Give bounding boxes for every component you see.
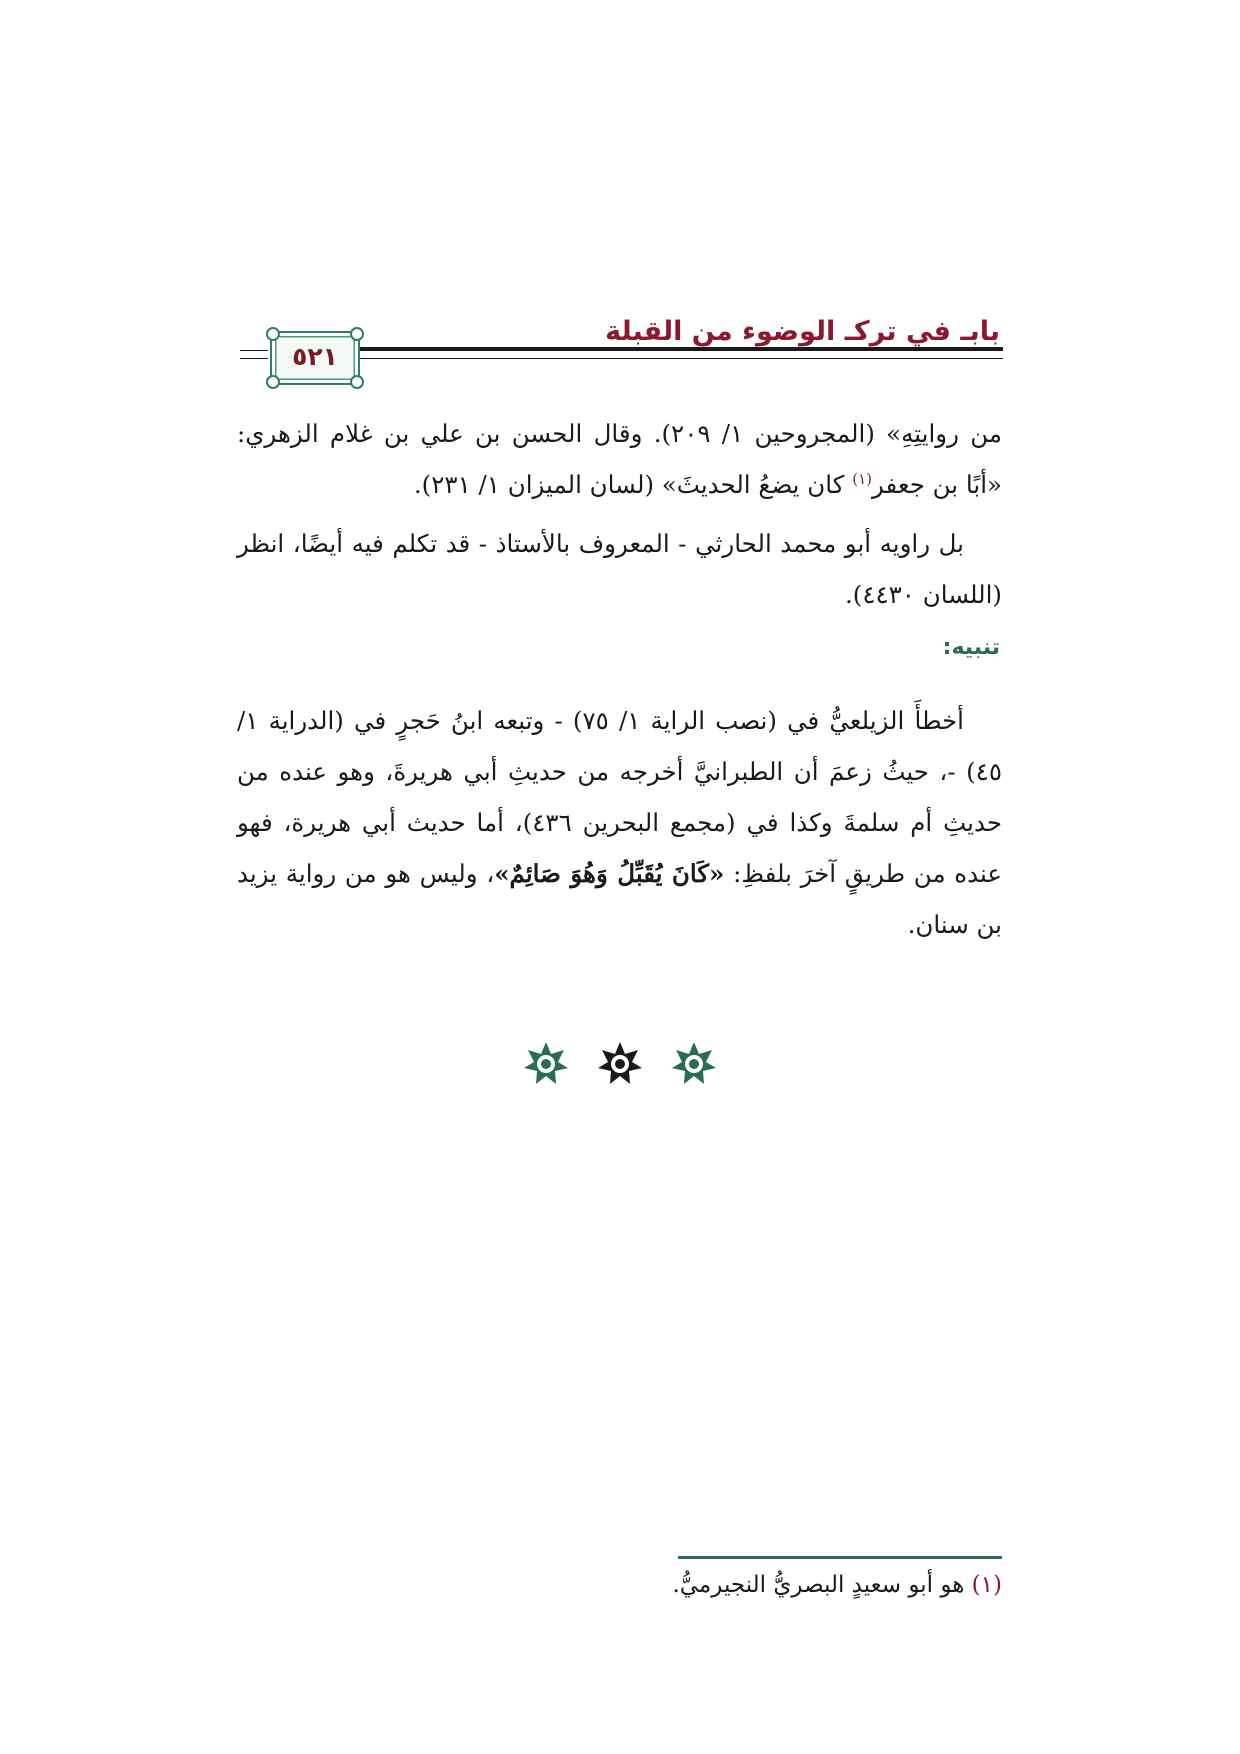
header-rule-left-thin (240, 350, 268, 351)
header-rule-left-thin-2 (240, 358, 268, 359)
footnote-text: هو أبو سعيدٍ البصريُّ النجيرميُّ. (672, 1572, 972, 1598)
footnote-number: (١) (971, 1572, 1002, 1598)
paragraph-1-text-b: كان يضعُ الحديثَ» (لسان الميزان ١/ ٢٣١). (413, 470, 853, 499)
paragraph-3-text-b: ، وليس هو من رواية يزيد بن سنان. (237, 859, 1002, 939)
notice-heading: تنبيه: (942, 635, 1000, 660)
footnote (672, 1572, 1002, 1598)
main-text-top (237, 408, 1002, 620)
paragraph-1-text-a: من روايتِهِ» (المجروحين ١/ ٢٠٩). وقال الحسن بن علي بن غلام الزهري: «أبًا بن جعفر (237, 419, 1003, 499)
footnote-reference: (١) (852, 469, 872, 488)
paragraph-3 (237, 695, 1002, 950)
header-rule-main-thin (358, 358, 1003, 359)
green-flower-ornament-icon (670, 1040, 718, 1088)
header-rule-main (358, 347, 1003, 351)
page-number: ٥٢١ (292, 342, 338, 371)
green-flower-ornament-icon (522, 1040, 570, 1088)
paragraph-1 (237, 408, 1002, 510)
frame-corner-ornament-icon (350, 375, 364, 389)
hadith-quote: «كَانَ يُقَبِّلُ وَهُوَ صَائِمٌ» (494, 859, 725, 888)
frame-corner-ornament-icon (266, 375, 280, 389)
section-end-ornaments (0, 1040, 1240, 1096)
frame-corner-ornament-icon (266, 327, 280, 341)
paragraph-2: بل راويه أبو محمد الحارثي - المعروف بالأستاذ - قد تكلم فيه أيضًا، انظر (اللسان ٤٤٣٠). (237, 529, 1002, 609)
page-header (0, 300, 1240, 390)
chapter-title: بابـ في تركـ الوضوء من القبلة (605, 316, 1000, 347)
footnote-divider (678, 1556, 1002, 1559)
page-number-frame (270, 331, 360, 385)
frame-corner-ornament-icon (350, 327, 364, 341)
paragraph-3-text-a: أخطأَ الزيلعيُّ في (نصب الراية ١/ ٧٥) - وتبعه ابنُ حَجرٍ في (الدراية ١/ ٤٥) -، حيثُ زعمَ أن الطبرانيَّ أخرجه من حديثِ أبي هريرةَ، وهو عنده من حديثِ أم سلمةَ وكذا في (مجمع البحرين ٤٣٦)، أما حديث أبي هريرة، فهو عنده من طريقٍ آخرَ بلفظِ: (237, 706, 1003, 888)
main-text-bottom (237, 695, 1002, 950)
dark-flower-ornament-icon (596, 1040, 644, 1088)
